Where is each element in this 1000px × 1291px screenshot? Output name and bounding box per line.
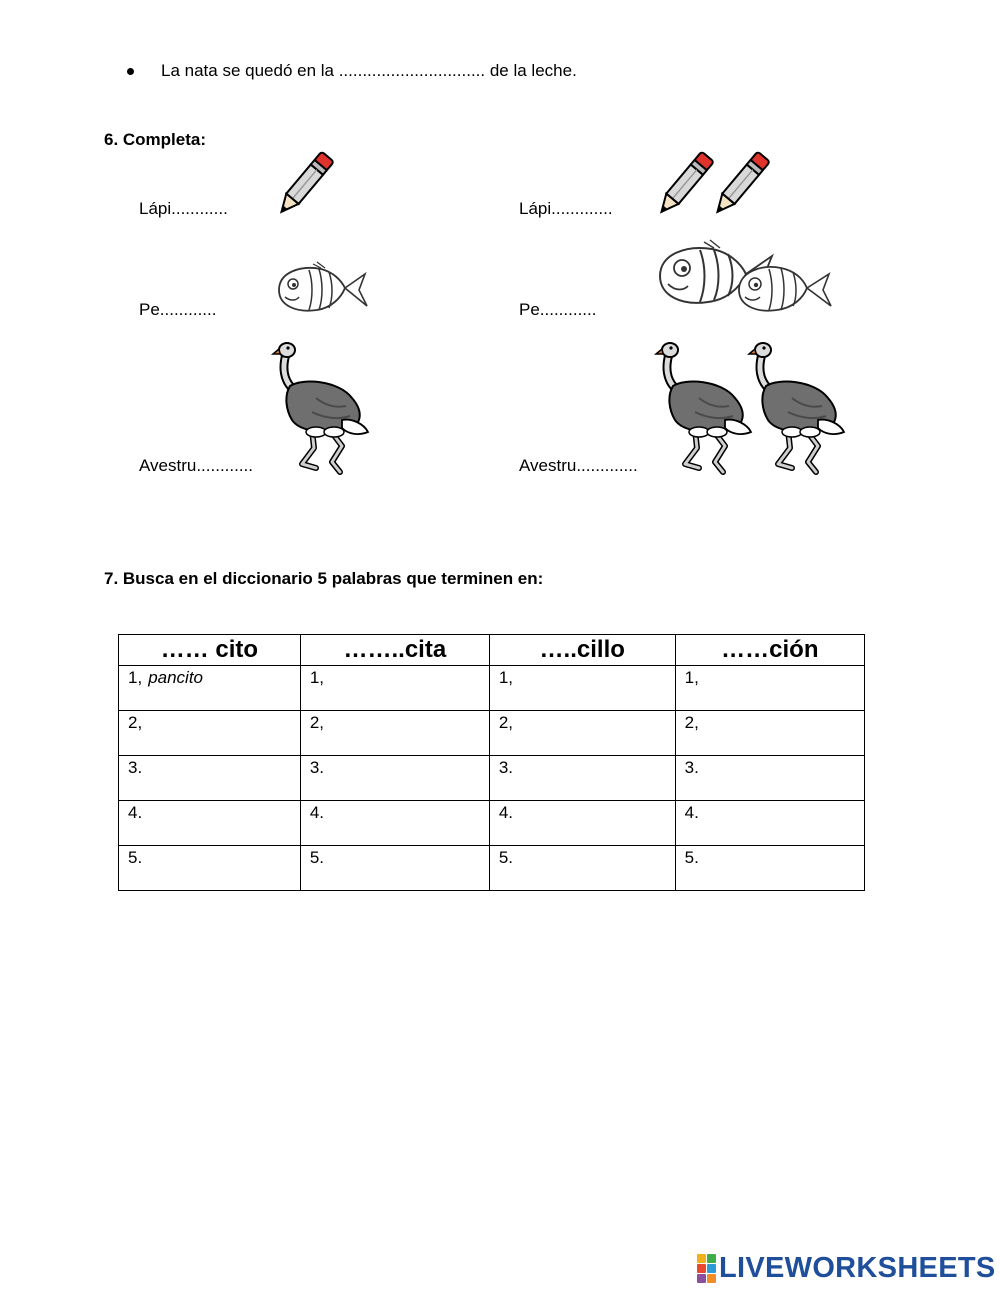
logo-block [707, 1264, 716, 1273]
label-avestruz-plural: Avestru............. [519, 456, 638, 475]
table-row [119, 756, 865, 801]
liveworksheets-logo[interactable] [697, 1252, 996, 1284]
pencil-icon [272, 150, 336, 220]
logo-block [697, 1254, 706, 1263]
logo-block [707, 1274, 716, 1283]
pencil-icon [708, 150, 772, 220]
row-number: 3. [498, 758, 514, 777]
table-cell[interactable] [489, 711, 675, 756]
column-header-cito: …… cito [119, 635, 301, 666]
table-cell[interactable] [300, 846, 489, 891]
table-row [119, 846, 865, 891]
column-header-cillo: …..cillo [489, 635, 675, 666]
table-cell[interactable] [675, 711, 864, 756]
table-cell[interactable] [300, 801, 489, 846]
ostrich-icon [272, 340, 377, 475]
table-cell[interactable] [489, 666, 675, 711]
table-cell[interactable] [489, 846, 675, 891]
logo-block [707, 1254, 716, 1263]
table-row [119, 801, 865, 846]
table-cell[interactable] [675, 846, 864, 891]
table-cell[interactable] [119, 756, 301, 801]
label-lapiz-plural: Lápi............. [519, 199, 613, 218]
example-word: pancito [148, 668, 204, 687]
table-cell[interactable] [119, 666, 301, 711]
section7-heading: 7. Busca en el diccionario 5 palabras que terminen en: [104, 569, 544, 588]
label-lapiz-singular: Lápi............ [139, 199, 228, 218]
table-cell[interactable] [675, 666, 864, 711]
row-number: 3. [309, 758, 325, 777]
table-cell[interactable] [119, 846, 301, 891]
table-row [119, 711, 865, 756]
row-number: 2, [128, 713, 143, 732]
row-number: 1, [309, 668, 325, 687]
row-number: 4. [498, 803, 514, 822]
section6-heading: 6. Completa: [104, 130, 207, 149]
logo-block [697, 1274, 706, 1283]
word-table [118, 634, 865, 891]
table-cell[interactable] [300, 756, 489, 801]
label-avestruz-singular: Avestru............ [139, 456, 254, 475]
logo-blocks-icon [697, 1254, 716, 1283]
logo-text: LIVEWORKSHEETS [719, 1251, 996, 1284]
table-cell[interactable] [489, 801, 675, 846]
table-cell[interactable] [300, 666, 489, 711]
table-cell[interactable] [300, 711, 489, 756]
table-cell[interactable] [119, 801, 301, 846]
bullet-sentence: La nata se quedó en la ............................... de la leche. [161, 61, 577, 80]
row-number: 5. [684, 848, 699, 867]
bullet-point [127, 68, 134, 75]
table-cell[interactable] [119, 711, 301, 756]
row-number: 1, [498, 668, 514, 687]
pencil-icon [652, 150, 716, 220]
row-number: 5. [498, 848, 514, 867]
label-pez-plural: Pe............ [519, 300, 597, 319]
column-header-cita: ……..cita [300, 635, 489, 666]
row-number: 4. [684, 803, 699, 822]
ostrich-icon [748, 340, 853, 475]
fish-icon [275, 262, 370, 318]
logo-block [697, 1264, 706, 1273]
ostrich-icon [655, 340, 760, 475]
table-header-row [119, 635, 865, 666]
row-number: 4. [128, 803, 143, 822]
table-row [119, 666, 865, 711]
row-number: 1, [684, 668, 699, 687]
table-cell[interactable] [675, 756, 864, 801]
row-number: 4. [309, 803, 325, 822]
table-cell[interactable] [489, 756, 675, 801]
row-number: 2, [498, 713, 514, 732]
row-number: 5. [309, 848, 325, 867]
row-number: 2, [684, 713, 699, 732]
row-number: 1, [128, 668, 143, 687]
column-header-cion: ……ción [675, 635, 864, 666]
fish-icon [735, 260, 835, 318]
row-number: 5. [128, 848, 143, 867]
row-number: 2, [309, 713, 325, 732]
table-cell[interactable] [675, 801, 864, 846]
row-number: 3. [684, 758, 699, 777]
row-number: 3. [128, 758, 143, 777]
label-pez-singular: Pe............ [139, 300, 217, 319]
